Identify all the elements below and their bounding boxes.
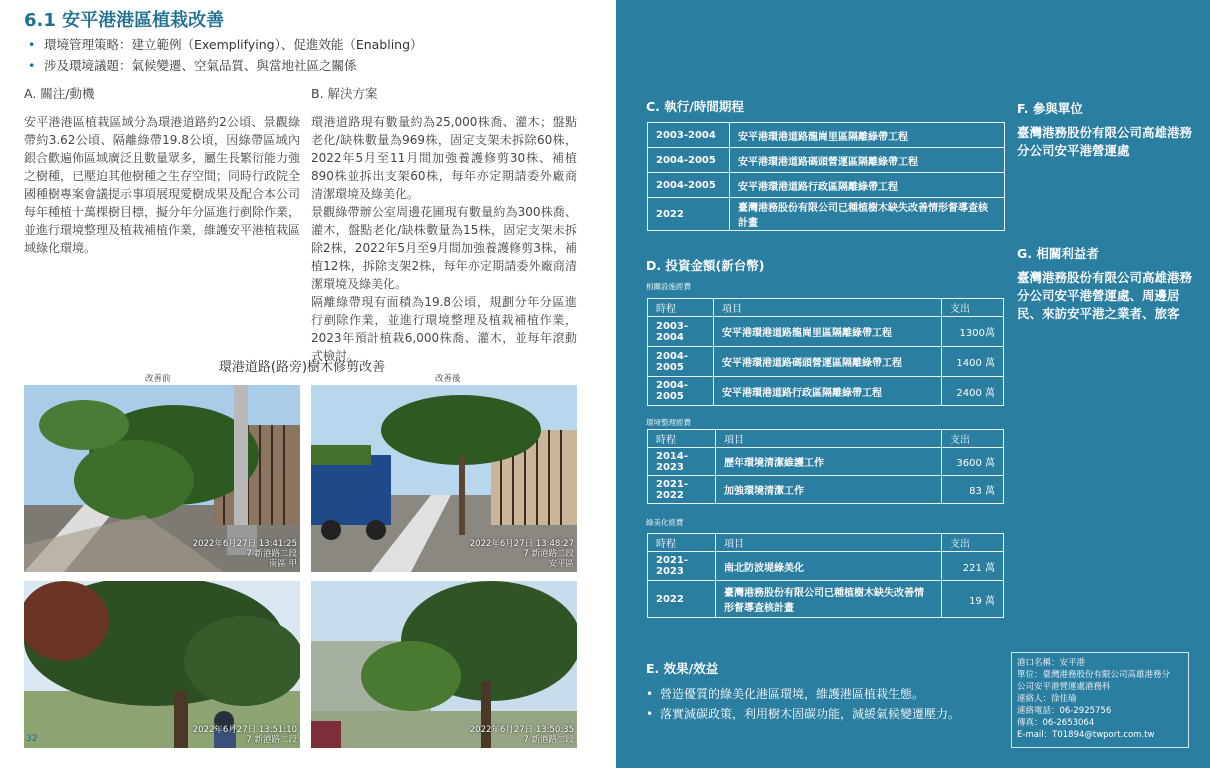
participant-text: 臺灣港務股份有限公司高雄港務分公司安平港營運處 xyxy=(1017,125,1193,158)
table-row: 2014-2023 歷年環境清潔維護工作 3600 萬 xyxy=(648,448,1004,476)
table-row: 2003-2004 安平港環港道路龍崗里區隔離綠帶工程 1300萬 xyxy=(648,317,1004,347)
facility-cost-table xyxy=(647,298,1004,406)
effects-list xyxy=(646,684,960,724)
contact-port: 港口名稱：安平港 xyxy=(1017,658,1086,668)
photo-after-2 xyxy=(311,581,577,748)
section-f-heading: F. 參與單位 xyxy=(1017,101,1083,116)
solution-paragraph-road: 環港道路現有數量約為25,000株喬、灌木；盤點老化/缺株數量為969株，固定支架未拆除60株，2022年5月至11月間加強養護修剪30株、補植890株並拆出支架60株，每年亦定期請委外廠商清潔環境及綠美化。 xyxy=(311,115,577,201)
section-b-heading: B. 解決方案 xyxy=(311,86,378,101)
contact-person: 連絡人：徐佳瑜 xyxy=(1017,694,1077,704)
solution-paragraph-landscape: 景觀綠帶辦公室周邊花圃現有數量約為300株喬、灌木，盤點老化/缺株數量為15株，固定支架未拆除2株，2022年5月至9月間加強養護修剪3株，補植12株，拆除支架2株，每年亦定期請委外廠商清潔環境及綠美化。 xyxy=(311,205,577,291)
schedule-table xyxy=(647,122,1005,231)
greening-cost-table xyxy=(647,533,1004,618)
page-title: 6.1 安平港港區植栽改善 xyxy=(24,10,225,31)
photo-timestamp: 2022年6月27日 13:51:10 7 新港路二段 xyxy=(192,725,297,745)
strategy-item: • 環境管理策略：建立範例（Exemplifying）、促進效能（Enabling） xyxy=(28,34,423,55)
table-row: 2022 臺灣港務股份有限公司已種植樹木缺失改善情形督導查核計畫 xyxy=(648,198,1005,231)
table-row: 2004-2005 安平港環港道路行政區隔離綠帶工程 2400 萬 xyxy=(648,377,1004,406)
table-header: 時程 項目 支出 xyxy=(648,534,1004,552)
environment-cost-table xyxy=(647,429,1004,504)
section-g-heading: G. 相關利益者 xyxy=(1017,246,1099,261)
table-row: 2004-2005 安平港環港道路碼頭營運區隔離綠帶工程 xyxy=(648,148,1005,173)
contact-unit-cont: 公司安平港營運處港務科 xyxy=(1017,682,1111,692)
effect-item: • 落實減碳政策，利用樹木固碳功能，減緩氣候變遷壓力。 xyxy=(646,704,960,724)
table-row: 2003-2004 安平港環港道路龍崗里區隔離綠帶工程 xyxy=(648,123,1005,148)
strategy-list xyxy=(28,34,423,76)
facility-cost-label: 相關設施經費 xyxy=(646,282,691,291)
section-c-heading: C. 執行/時間期程 xyxy=(646,99,744,114)
section-a-heading: A. 關注/動機 xyxy=(24,86,95,101)
photo-before-2 xyxy=(24,581,300,748)
contact-phone: 連絡電話：06-2925756 xyxy=(1017,706,1112,716)
stakeholder-text: 臺灣港務股份有限公司高雄港務分公司安平港營運處、周邊居民、來訪安平港之業者、旅客 xyxy=(1017,270,1193,321)
section-d-heading: D. 投資金額(新台幣) xyxy=(646,258,765,273)
photo-after-1 xyxy=(311,385,577,572)
right-page xyxy=(616,0,1210,768)
table-header: 時程 項目 支出 xyxy=(648,299,1004,317)
table-row: 2021-2023 南北防波堤綠美化 221 萬 xyxy=(648,552,1004,581)
greening-cost-label: 綠美化經費 xyxy=(646,518,684,527)
caption-after: 改善後 xyxy=(435,374,461,384)
caption-before: 改善前 xyxy=(145,374,171,384)
motivation-paragraph: 安平港港區植栽區域分為環港道路約2公頃、景觀綠帶約3.62公頃、隔離綠帶19.8公頃，因綠帶區域內銀合歡遍佈區域廣泛且數量眾多，屬生長繁衍能力強之樹種，已壓迫其他樹種之生存空間；同時行政院全國種樹專案會議提示事項展現愛樹成果及配合本公司每年種植十萬棵樹目標，擬分年分區進行剷除作業，並進行環境整理及植栽補植作業，維護安平港植栽區域綠化環境。 xyxy=(24,115,301,255)
contact-fax: 傳真：06-2653064 xyxy=(1017,718,1095,728)
solution-paragraph-isolation: 隔離綠帶現有面積為19.8公頃，規劃分年分區進行剷除作業，並進行環境整理及植栽補植作業，2023年預計植栽6,000株喬、灌木，並每年滾動式檢討。 xyxy=(311,295,577,363)
table-row: 2022 臺灣港務股份有限公司已種植樹木缺失改善情形督導查核計畫 19 萬 xyxy=(648,581,1004,618)
page-number: 32 xyxy=(26,734,38,744)
contact-email[interactable]: E-mail：T01894@twport.com.tw xyxy=(1017,730,1155,740)
photo-before-1 xyxy=(24,385,300,572)
table-row: 2004-2005 安平港環港道路行政區隔離綠帶工程 xyxy=(648,173,1005,198)
photo-timestamp: 2022年6月27日 13:41:25 7 新港路二段 南區 甲 xyxy=(192,539,297,569)
section-b-text xyxy=(311,113,577,365)
photo-timestamp: 2022年6月27日 13:48:27 7 新港路二段 安平區 xyxy=(469,539,574,569)
contact-box xyxy=(1011,652,1189,748)
photo-section-title: 環港道路(路旁)樹木修剪改善 xyxy=(218,360,386,375)
table-row: 2021-2022 加強環境清潔工作 83 萬 xyxy=(648,476,1004,504)
photo-timestamp: 2022年6月27日 13:50:35 7 新港路二段 xyxy=(469,725,574,745)
section-e-heading: E. 效果/效益 xyxy=(646,661,719,676)
table-row: 2004-2005 安平港環港道路碼頭營運區隔離綠帶工程 1400 萬 xyxy=(648,347,1004,377)
environment-cost-label: 環境整理經費 xyxy=(646,418,691,427)
effect-item: • 營造優質的綠美化港區環境，維護港區植栽生態。 xyxy=(646,684,960,704)
table-header: 時程 項目 支出 xyxy=(648,430,1004,448)
section-a-text xyxy=(24,113,300,257)
issue-item: • 涉及環境議題：氣候變遷、空氣品質、與當地社區之關係 xyxy=(28,55,423,76)
contact-unit: 單位：臺灣港務股份有限公司高雄港務分 xyxy=(1017,670,1171,680)
